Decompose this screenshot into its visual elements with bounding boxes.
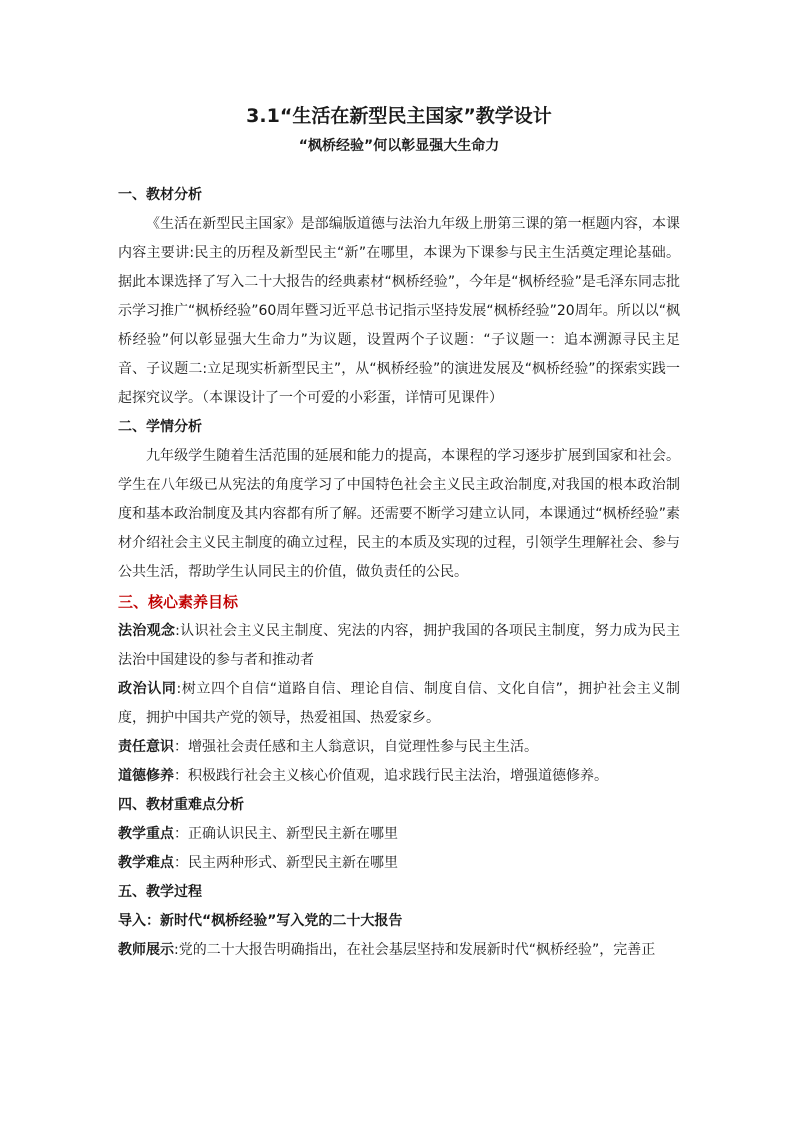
colon: ： (174, 739, 188, 755)
goal-text: 认识社会主义民主制度、宪法的内容，拥护我国的各项民主制度，努力成为民主法治中国建设的参与者和推动者 (118, 623, 681, 668)
teacher-display-label: 教师展示 (118, 942, 174, 958)
document-body (118, 181, 680, 965)
teacher-display-item (118, 936, 680, 965)
colon: : (175, 623, 180, 639)
subheading-introduction: 导入：新时代“枫桥经验”写入党的二十大报告 (118, 913, 403, 929)
key-point-text: 正确认识民主、新型民主新在哪里 (188, 826, 398, 842)
colon: : (176, 681, 182, 697)
document-title: 3.1“生活在新型民主国家”教学设计 (246, 105, 552, 127)
colon: ： (174, 768, 188, 784)
paragraph-student-analysis: 九年级学生随着生活范围的延展和能力的提高，本课程的学习逐步扩展到国家和社会。学生在八年级已从宪法的角度学习了中国特色社会主义民主政治制度,对我国的根本政治制度和基本政治制度及其内容都有所了解。还需要不断学习建立认同，本课通过“枫桥经验”素材介绍社会主义民主制度的确立过程，民主的本质及实现的过程，引领学生理解社会、参与公共生活，帮助学生认同民主的价值，做负责任的公民。 (118, 448, 680, 580)
goal-item-morality (118, 762, 680, 791)
goal-text: 树立四个自信“道路自信、理论自信、制度自信、文化自信”，拥护社会主义制度，拥护中国共产党的领导，热爱祖国、热爱家乡。 (118, 681, 680, 726)
difficult-point-item (118, 849, 680, 878)
goal-item-rule-of-law (118, 617, 680, 675)
colon: ： (174, 855, 188, 871)
goal-label: 法治观念 (118, 623, 176, 639)
section-heading-key-points: 四、教材重难点分析 (118, 797, 244, 813)
colon: : (174, 942, 179, 958)
section-heading-student-analysis: 二、学情分析 (118, 419, 202, 435)
goal-item-responsibility (118, 733, 680, 762)
document-subtitle: “枫桥经验”何以彰显强大生命力 (298, 138, 500, 154)
goal-text: 增强社会责任感和主人翁意识，自觉理性参与民主生活。 (188, 739, 538, 755)
goal-text: 积极践行社会主义核心价值观，追求践行民主法治，增强道德修养。 (188, 768, 608, 784)
goal-label: 责任意识 (118, 739, 174, 755)
difficult-point-label: 教学难点 (118, 855, 174, 871)
key-point-item (118, 820, 680, 849)
section-heading-teaching-process: 五、教学过程 (118, 884, 202, 900)
teacher-display-text: 党的二十大报告明确指出，在社会基层坚持和发展新时代“枫桥经验”，完善正 (178, 942, 656, 958)
goal-label: 道德修养 (118, 768, 174, 784)
difficult-point-text: 民主两种形式、新型民主新在哪里 (188, 855, 398, 871)
key-point-label: 教学重点 (118, 826, 174, 842)
paragraph-textbook-analysis: 《生活在新型民主国家》是部编版道德与法治九年级上册第三课的第一框题内容，本课内容主要讲:民主的历程及新型民主“新”在哪里，本课为下课参与民主生活奠定理论基础。据此本课选择了写入二十大报告的经典素材“枫桥经验”，今年是“枫桥经验”是毛泽东同志批示学习推广“枫桥经验”60周年暨习近平总书记指示坚持发展“枫桥经验”20周年。所以以“枫桥经验”何以彰显强大生命力”为议题，设置两个子议题：“子议题一：追本溯源寻民主足音、子议题二:立足现实析新型民主”，从“枫桥经验”的演进发展及“枫桥经验”的探索实践一起探究议学。（本课设计了一个可爱的小彩蛋，详情可见课件） (118, 216, 680, 406)
goal-label: 政治认同 (118, 681, 177, 697)
colon: ： (174, 826, 188, 842)
section-heading-core-literacy: 三、核心素养目标 (118, 593, 239, 611)
goal-item-political-identity (118, 675, 680, 733)
section-heading-textbook-analysis: 一、教材分析 (118, 187, 202, 203)
